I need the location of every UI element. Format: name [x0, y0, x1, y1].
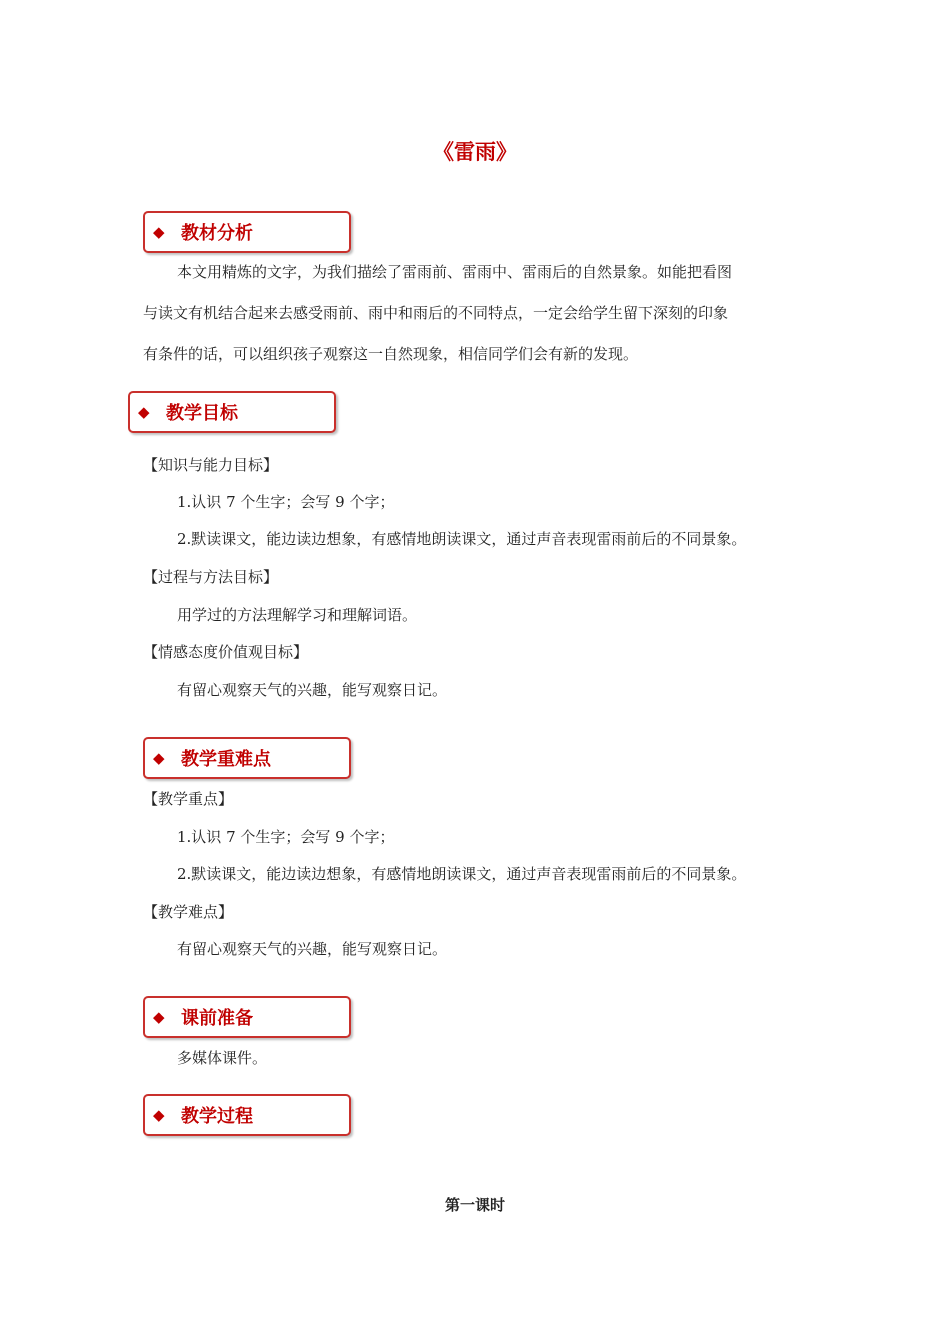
- section-header-process: [143, 1094, 351, 1136]
- section-header-goals: [128, 391, 336, 433]
- knowledge-item-2: 2.默读课文，能边读边想象，有感情地朗读课文，通过声音表现雷雨前后的不同景象。: [177, 530, 747, 548]
- diamond-icon: ◆: [153, 1008, 165, 1026]
- analysis-line-1: 本文用精炼的文字，为我们描绘了雷雨前、雷雨中、雷雨后的自然景象。如能把看图: [177, 263, 733, 281]
- knowledge-heading: 【知识与能力目标】: [143, 456, 279, 474]
- lesson-period-title: 第一课时: [444, 1196, 505, 1214]
- process-heading: 【过程与方法目标】: [143, 568, 279, 586]
- section-label: 教材分析: [181, 223, 253, 244]
- analysis-line-2: 与读文有机结合起来去感受雨前、雨中和雨后的不同特点，一定会给学生留下深刻的印象: [143, 304, 729, 322]
- section-label: 教学重难点: [181, 749, 271, 770]
- section-header-preparation: [143, 996, 351, 1038]
- process-item-1: 用学过的方法理解学习和理解词语。: [177, 606, 418, 624]
- page-title: 《雷雨》: [433, 140, 517, 164]
- focus-item-2: 2.默读课文，能边读边想象，有感情地朗读课文，通过声音表现雷雨前后的不同景象。: [177, 865, 747, 883]
- diamond-icon: ◆: [153, 223, 165, 241]
- section-label: 教学目标: [166, 403, 238, 424]
- section-label: 课前准备: [181, 1008, 253, 1029]
- section-header-key-points: [143, 737, 351, 779]
- section-label: 教学过程: [181, 1106, 253, 1127]
- diamond-icon: ◆: [138, 403, 150, 421]
- focus-item-1: 1.认识 7 个生字；会写 9 个字；: [177, 828, 395, 846]
- knowledge-item-1: 1.认识 7 个生字；会写 9 个字；: [177, 493, 395, 511]
- emotion-item-1: 有留心观察天气的兴趣，能写观察日记。: [177, 681, 448, 699]
- difficulty-item-1: 有留心观察天气的兴趣，能写观察日记。: [177, 940, 448, 958]
- difficulty-heading: 【教学难点】: [143, 903, 234, 921]
- diamond-icon: ◆: [153, 1106, 165, 1124]
- section-header-analysis: [143, 211, 351, 253]
- preparation-text: 多媒体课件。: [177, 1049, 268, 1067]
- emotion-heading: 【情感态度价值观目标】: [143, 643, 309, 661]
- analysis-line-3: 有条件的话，可以组织孩子观察这一自然现象，相信同学们会有新的发现。: [143, 345, 639, 363]
- diamond-icon: ◆: [153, 749, 165, 767]
- focus-heading: 【教学重点】: [143, 790, 234, 808]
